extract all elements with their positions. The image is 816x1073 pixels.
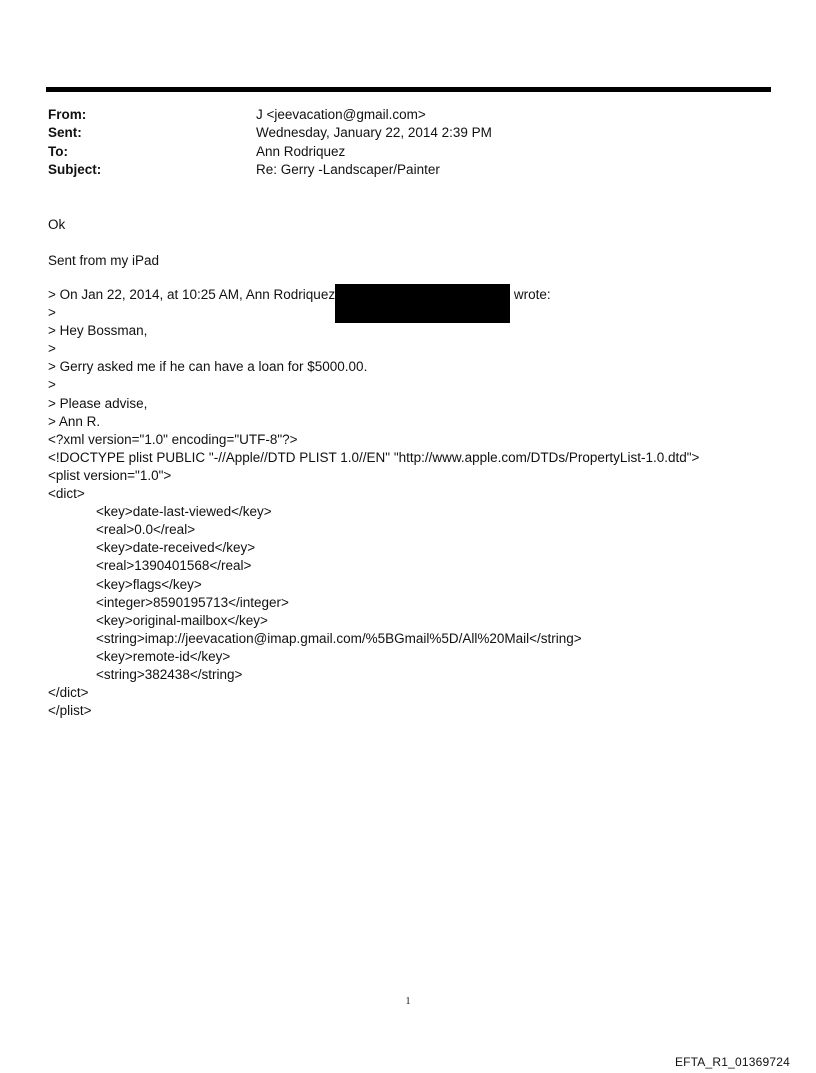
page-number: 1 xyxy=(405,996,411,1007)
signature-text: Sent from my iPad xyxy=(48,253,160,268)
plist-entry: <string>382438</string> xyxy=(96,666,243,682)
quoted-line: > Hey Bossman, xyxy=(48,323,148,339)
dict-close-tag: </dict> xyxy=(48,685,89,701)
quoted-intro-after: wrote: xyxy=(510,287,551,302)
plist-xml-declaration: <?xml version="1.0" encoding="UTF-8"?> xyxy=(48,431,298,447)
reply-text: Ok xyxy=(48,217,66,232)
plist-open-tag: <plist version="1.0"> xyxy=(48,467,172,483)
quoted-intro-before: > On Jan 22, 2014, at 10:25 AM, Ann Rodriquez xyxy=(48,287,336,302)
plist-entry: <key>date-last-viewed</key> xyxy=(96,504,272,520)
redaction-block xyxy=(335,284,510,323)
plist-entry: <integer>8590195713</integer> xyxy=(96,594,289,610)
from-value: J <jeevacation@gmail.com> xyxy=(256,107,426,122)
header-rule xyxy=(46,87,771,92)
plist-doctype: <!DOCTYPE plist PUBLIC "-//Apple//DTD PLIST 1.0//EN" "http://www.apple.com/DTDs/PropertyList-1.0.dtd"> xyxy=(48,449,700,465)
quoted-line: > Gerry asked me if he can have a loan for $5000.00. xyxy=(48,359,368,375)
plist-entry: <real>1390401568</real> xyxy=(96,558,252,574)
from-row xyxy=(48,106,492,124)
plist-close-tag: </plist> xyxy=(48,703,92,719)
dict-open-tag: <dict> xyxy=(48,486,85,502)
email-header xyxy=(48,106,492,179)
subject-row xyxy=(48,161,492,179)
subject-value: Re: Gerry -Landscaper/Painter xyxy=(256,161,440,177)
to-value: Ann Rodriquez xyxy=(256,143,346,159)
plist-entry: <key>flags</key> xyxy=(96,576,202,592)
plist-entry: <key>date-received</key> xyxy=(96,540,256,556)
quoted-line: > xyxy=(48,341,56,357)
sent-row xyxy=(48,124,492,142)
sent-label: Sent: xyxy=(48,125,82,141)
bates-number: EFTA_R1_01369724 xyxy=(674,1055,790,1069)
quoted-message xyxy=(48,286,699,720)
subject-label: Subject: xyxy=(48,161,102,177)
from-label: From: xyxy=(48,107,87,122)
to-label: To: xyxy=(48,143,68,159)
quoted-line: > Please advise, xyxy=(48,395,148,411)
plist-entry: <real>0.0</real> xyxy=(96,522,196,538)
quoted-intro-line xyxy=(48,286,699,304)
plist-entry: <key>original-mailbox</key> xyxy=(96,612,268,628)
plist-entry: <string>imap://jeevacation@imap.gmail.com/%5BGmail%5D/All%20Mail</string> xyxy=(96,630,582,646)
sent-value: Wednesday, January 22, 2014 2:39 PM xyxy=(256,125,492,141)
to-row xyxy=(48,143,492,161)
quoted-line: > Ann R. xyxy=(48,413,101,429)
quoted-line: > xyxy=(48,377,56,393)
plist-entry: <key>remote-id</key> xyxy=(96,648,231,664)
quoted-line: > xyxy=(48,305,56,321)
